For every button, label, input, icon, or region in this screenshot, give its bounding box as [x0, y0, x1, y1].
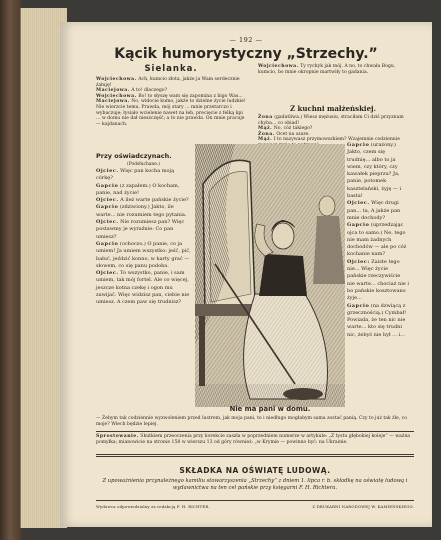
- caption-paragraph: — Żebym tak codziennie wyzwoleniem przed lustrem, jak moja pani, to i niedługo mogłabym sama zostać panią. Czy to już tak źle, co moje? Wiech będzie lepiej.: [96, 416, 408, 427]
- divider: [96, 456, 414, 457]
- dialogue-line: Maciejowa. A to! dlaczego?: [96, 88, 167, 94]
- dialogue-line: Ojciec. A ileż warte pańskie życie?: [96, 197, 189, 204]
- book-spine: [0, 0, 22, 540]
- dialogue-line: Wojciechowa. Ach, kumcio złota, jakże ja Wam serdecznie żałuję!: [96, 77, 240, 88]
- dialogue-sielanka-continued: [258, 64, 408, 75]
- footer-printer: Z DRUKARNI NARODOWEJ W. KAMIEŃSKIEGO.: [312, 504, 414, 509]
- page-number: — 192 —: [229, 36, 263, 44]
- dialogue-line: Ojciec: Zaiste tego nie... Więc życie pańskie rzeczywiście nie warte... chociaż nie i bo pańskie kosztowano żyje...: [347, 258, 409, 302]
- dialogue-line: Żona. Ocet na szare.: [258, 131, 310, 137]
- footer: [96, 504, 414, 509]
- engraving-illustration: [195, 144, 345, 407]
- dialogue-line: Gapcio (ochoczo.) O panie, co ja umiem! Ja umiem wszystko: jeść, pić, bałuć, jeździć konno, w karty grać — słowem, co się panu podoba.: [96, 240, 191, 269]
- dialogue-oswiadczyny-continued: [347, 142, 409, 339]
- section-heading-oswiadczyny: Przy oświadczynach.: [96, 152, 172, 160]
- dialogue-line: Ojciec. Więc drugi pan... ta, A jakże pan mnie dochody?: [347, 200, 401, 221]
- divider: [96, 500, 414, 501]
- dialogue-line: Wojciechowa. Bo! to słyszę wam się zapomina z bigo Was...: [96, 93, 243, 99]
- dialogue-line: Wojciechowa. Ty rychyk jak mój. A no, to chwała Bogu, kumcio, bo mnie okropnie martwiły to gadania.: [258, 64, 396, 75]
- correction-label: Sprostowanie.: [96, 434, 139, 439]
- dialogue-line: Gapcio (zdziwiony.) Jakto, ile warte... nie rozumiem tego pytania.: [96, 204, 187, 218]
- correction-note: [96, 434, 414, 445]
- dialogue-line: Mąż. I to nazywasz przymowszkiem? Wzajemnie codziennie: [258, 137, 400, 143]
- page-title: Kącik humorystyczny „Strzechy.”: [114, 46, 378, 62]
- divider: [96, 431, 414, 432]
- correction-text: Skutkiem przeoczenia przy korekcie zaszła w poprzedniem numerze w artykule: „Z tystu głębokiej koleje” — ważna pomyłka; mianowicie na stronie 158 w wierszu 13 od góry również: „w Krymie — powinno być: na Ukrainie.: [96, 434, 411, 445]
- dialogue-line: Żona (gadatliwa.) Wiesz mężusiu, straciłam Ci dziś przyznam chyba... co obiad!: [258, 115, 404, 126]
- section-heading-kuchnia: Z kuchni małżeńskiej.: [289, 104, 377, 113]
- maid-at-mirror-engraving: [195, 144, 345, 407]
- dialogue-line: Gapcio (na dzwiącą z grzecznością.) Cymbał! Powiada, że ten nic nie warte... kto się trudni nic, żebyś nie był ... i...: [347, 302, 407, 338]
- dialogue-line: Ojciec. Więc pan kocha moją córkę?: [96, 168, 175, 182]
- dialogue-line: Gapcio (urażony.) Jakto, czem się trudnię... albo to ja wiem, czy który, czy kawałek pieprzu? Ja, panie, potomek kasztelański, żyję — i basta!: [347, 142, 402, 200]
- dialogue-line: Gapcio (z zapałem.) O kocham, panie, nad życie!: [96, 182, 180, 196]
- dialogue-line: Mąż. No, cóż takiego?: [258, 126, 313, 132]
- footer-publisher: Wydawca odpowiedzialny za redakcję F. H. RICHTER.: [96, 504, 210, 509]
- section-subheading: (Podsłuchane.): [127, 162, 160, 167]
- divider: [96, 454, 414, 455]
- dialogue-line: Maciejowa. No, widocie kumo, jakże to dzielne życie ludzkie! Nie wierzcie temu. Prawda, mój stary ... mnie przetarczo i wybaczuje; łysiało wcielenie nawet na łeb, precięcie z felką kpi ... w domu nie dał nieszczęść; a to nie prawda. On mnie pracuje — kajdanach.: [96, 99, 246, 127]
- caption-heading: Nie ma pani w domu.: [229, 405, 311, 413]
- notice-text: Z upoważnienia przynależnego kamiliu stowarzyszenia „Strzechy” z dniem 1. lipca r. b. składkę na oświatę ludową i wydawnictwa na ten cel pańskie przy księgarni F. H. Richtera.: [102, 478, 408, 491]
- dialogue-line: Gapcio (uprzedzając ojca to samo.) Ne, tego nie mam żadnych dochodów — ale po cóż kochanie nam?: [347, 222, 407, 258]
- dialogue-oswiadczyny: [96, 168, 191, 307]
- section-heading-sielanka: Sielanka.: [144, 64, 198, 74]
- caption-text: [96, 416, 414, 427]
- notice-body: [96, 478, 414, 491]
- dialogue-line: Ojciec. To wszystko, panie, i sam umiem, tak mój fortel. Ale co więcej, jeszcze kotna czekę i ogon mu zawijać. Więc widzisz pan, ciebie nie umiesz. A czem paw się trudnisz?: [96, 270, 190, 306]
- document-page: [60, 22, 432, 527]
- notice-headline: SKŁADKA NA OŚWIATĘ LUDOWĄ.: [179, 466, 331, 475]
- dialogue-sielanka: [96, 77, 246, 127]
- dialogue-line: Ojciec. Nie rozumiesz pan? Więc postawmy je wyraźnie: Co pan umiesz?: [96, 219, 185, 240]
